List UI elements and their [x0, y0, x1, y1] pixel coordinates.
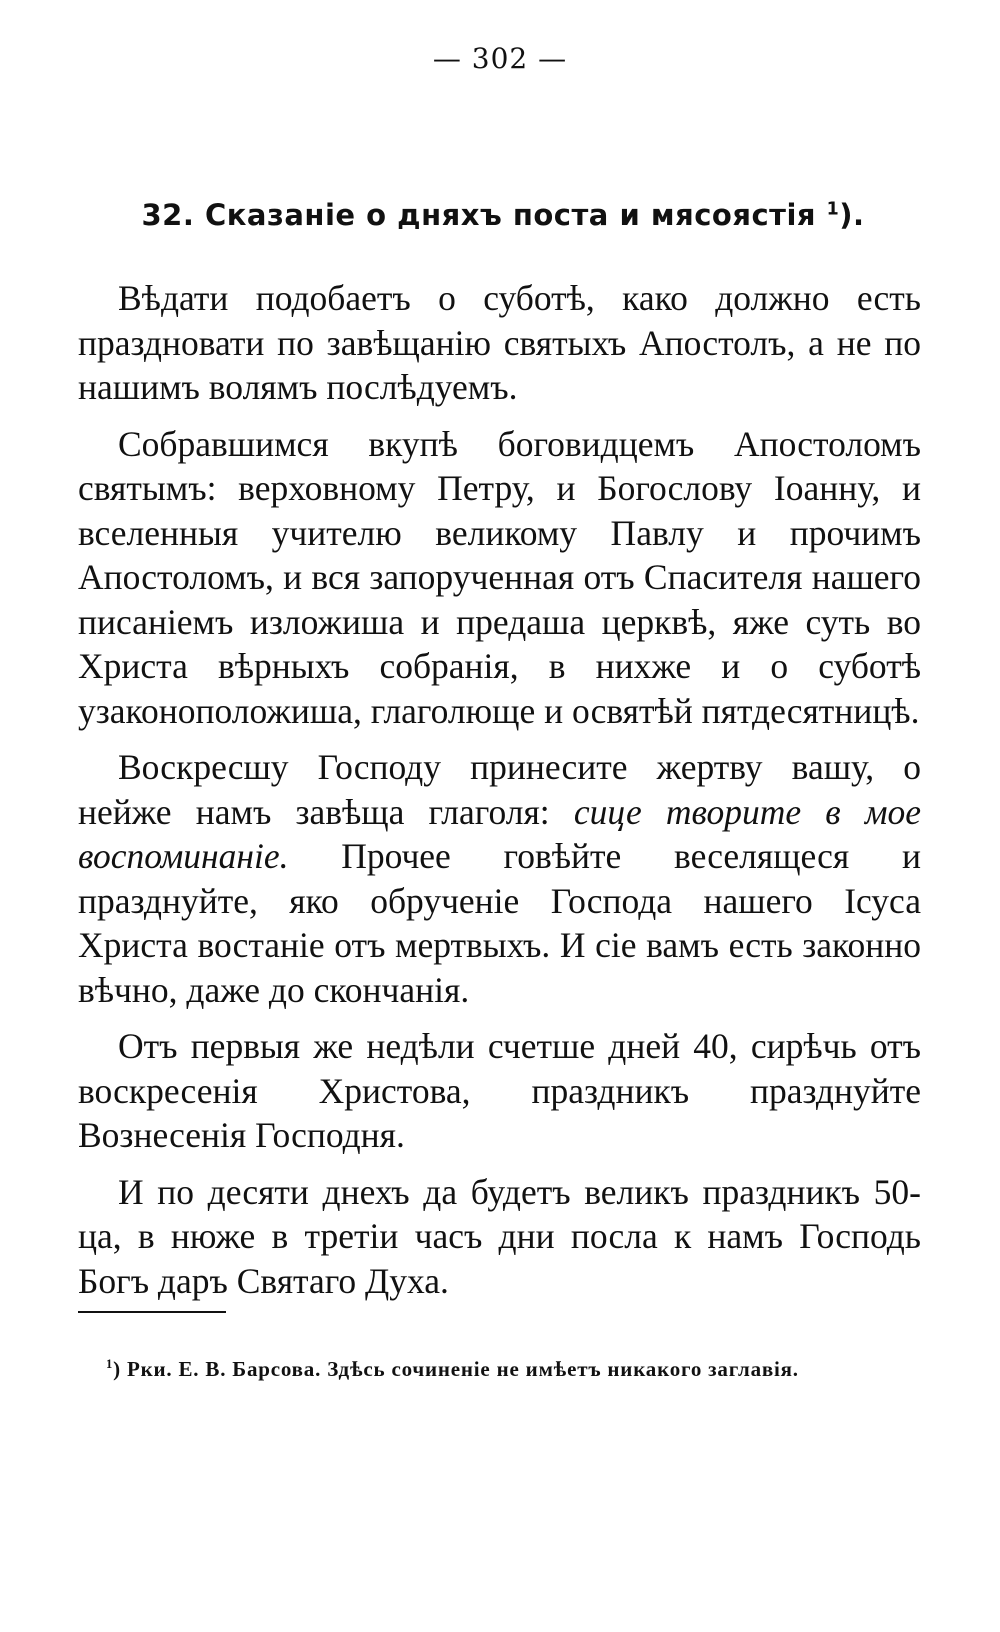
paragraph-5: И по десяти днехъ да будетъ великъ праздникъ 50-ца, в нюже в третіи часъ дни посла к намъ Господь Богъ даръ Святаго Духа.	[78, 1171, 921, 1301]
chapter-heading	[78, 198, 928, 232]
paragraph-4: Отъ первыя же недѣли счетше дней 40, сирѣчь отъ воскресенія Христова, праздникъ празднуйте Вознесенія Господня.	[78, 1026, 921, 1155]
chapter-heading-close: ).	[839, 198, 865, 232]
paragraph-3-quotation: сице творите в мое воспоминаніе.	[78, 791, 921, 876]
body-text	[78, 276, 921, 1315]
paragraph-3-before: Воскресшу Господу принесите жертву вашу, о нейже намъ завѣща глаголя:	[78, 747, 921, 832]
paragraph-3-after: Прочее говѣйте веселящеся и празднуйте, яко обрученіе Господа нашего Ісуса Христа востаніе отъ мертвыхъ. И сіе вамъ есть законно вѣчно, даже до скончанія.	[78, 836, 921, 1010]
footnote-marker: 1	[106, 1357, 114, 1371]
page-number: — 302 —	[432, 42, 568, 75]
footnote-divider	[78, 1311, 226, 1313]
chapter-heading-text: 32. Сказаніе о дняхъ поста и мясоястія	[141, 198, 817, 232]
paragraph-3	[78, 745, 921, 1012]
paragraph-1: Вѣдати подобаетъ о суботѣ, како должно есть праздновати по завѣщанію святыхъ Апостолъ, а не по нашимъ волямъ послѣдуемъ.	[78, 278, 921, 407]
footnote-reference: 1	[826, 199, 840, 220]
paragraph-2: Собравшимся вкупѣ боговидцемъ Апостоломъ святымъ: верховному Петру, и Богослову Іоанну, и вселенныя учителю великому Павлу и прочимъ Апостоломъ, и вся запорученная отъ Спасителя нашего писаніемъ изложиша и предаша церквѣ, яже суть во Христа вѣрныхъ собранія, в нихже и о суботѣ узаконоположиша, глаголюще и освятѣй пятдесятницѣ.	[78, 423, 921, 731]
footnote	[78, 1352, 921, 1386]
footnote-text: ) Рки. Е. В. Барсова. Здѣсь сочиненіе не имѣетъ никакого заглавія.	[113, 1357, 799, 1381]
